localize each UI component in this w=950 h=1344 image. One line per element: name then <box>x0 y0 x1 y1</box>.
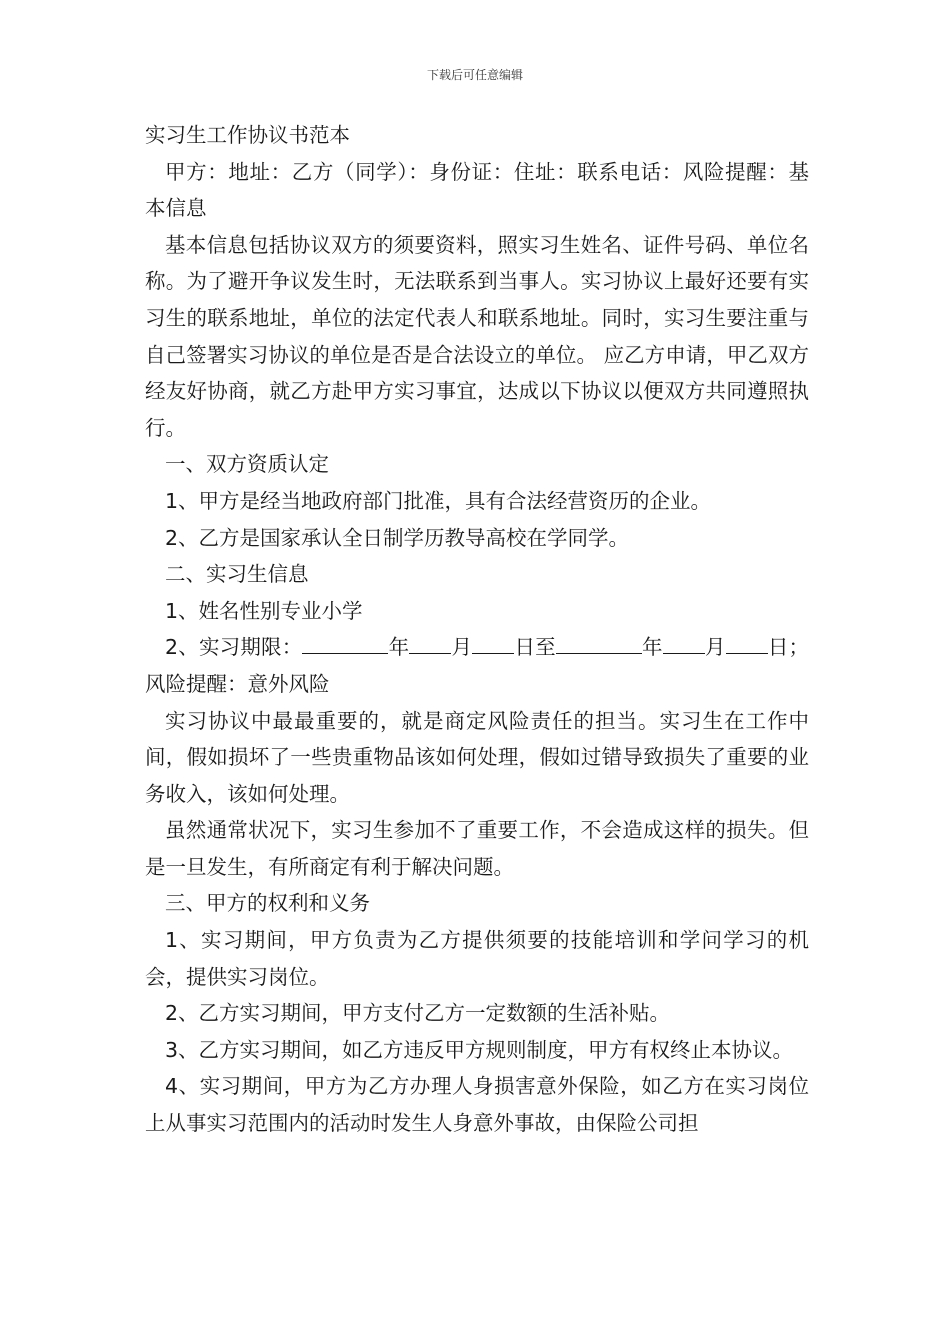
to-label: 日至 <box>514 635 556 660</box>
risk-reminder-2: 日；风险提醒：意外风险 <box>145 635 810 696</box>
clause-3-4: 4、实习期间，甲方为乙方办理人身损害意外保险，如乙方在实习岗位上从事实习范围内的活动时发生人身意外事故，由保险公司担 <box>145 1074 809 1136</box>
clause-1-2: 2、乙方是国家承认全日制学历教导高校在学同学。 <box>165 525 630 550</box>
end-month-blank <box>663 631 705 654</box>
document-title: 实习生工作协议书范本 <box>145 123 350 147</box>
start-year-blank <box>302 631 388 654</box>
clause-3-3: 3、乙方实习期间，如乙方违反甲方规则制度，甲方有权终止本协议。 <box>165 1037 794 1062</box>
clause-1-1: 1、甲方是经当地政府部门批准，具有合法经营资历的企业。 <box>165 488 712 513</box>
year-label: 年 <box>388 635 410 660</box>
parties-paragraph: 甲方：地址：乙方（同学）：身份证：住址：联系电话：风险提醒：基本信息 <box>145 159 809 221</box>
start-day-blank <box>472 631 514 654</box>
end-year-label: 年 <box>641 635 663 660</box>
end-month-label: 月 <box>704 635 726 660</box>
section-heading-2: 二、实习生信息 <box>165 562 309 587</box>
clause-3-1: 1、实习期间，甲方负责为乙方提供须要的技能培训和学问学习的机会，提供实习岗位。 <box>145 928 809 989</box>
basic-info-paragraph: 基本信息包括协议双方的须要资料，照实习生姓名、证件号码、单位名称。为了避开争议发生时，无法联系到当事人。实习协议上最好还要有实习生的联系地址，单位的法定代表人和联系地址。同时，实习生要注重与自己签署实习协议的单位是否是合法设立的单位。 应乙方申请，甲乙双方经友好协商，就乙方赴甲方实习事宜，达成以下协议以便双方共同遵照执行。 <box>145 232 809 440</box>
month-label: 月 <box>451 635 473 660</box>
clause-2-2 <box>145 629 809 702</box>
end-day-blank <box>726 631 768 654</box>
risk-paragraph-2: 虽然通常状况下，实习生参加不了重要工作，不会造成这样的损失。但是一旦发生，有所商定有利于解决问题。 <box>145 818 809 879</box>
end-year-blank <box>556 631 642 654</box>
clause-3-2: 2、乙方实习期间，甲方支付乙方一定数额的生活补贴。 <box>165 1001 671 1026</box>
section-heading-3: 三、甲方的权利和义务 <box>165 891 370 916</box>
start-month-blank <box>409 631 451 654</box>
risk-paragraph-1: 实习协议中最最重要的，就是商定风险责任的担当。实习生在工作中间，假如损坏了一些贵重物品该如何处理，假如过错导致损失了重要的业务收入，该如何处理。 <box>145 708 809 806</box>
header-note: 下载后可任意编辑 <box>426 68 523 82</box>
clause-2-1: 1、姓名性别专业小学 <box>165 598 363 623</box>
document-body <box>145 117 809 1142</box>
section-heading-1: 一、双方资质认定 <box>165 452 329 477</box>
period-label: 2、实习期限： <box>165 635 303 660</box>
